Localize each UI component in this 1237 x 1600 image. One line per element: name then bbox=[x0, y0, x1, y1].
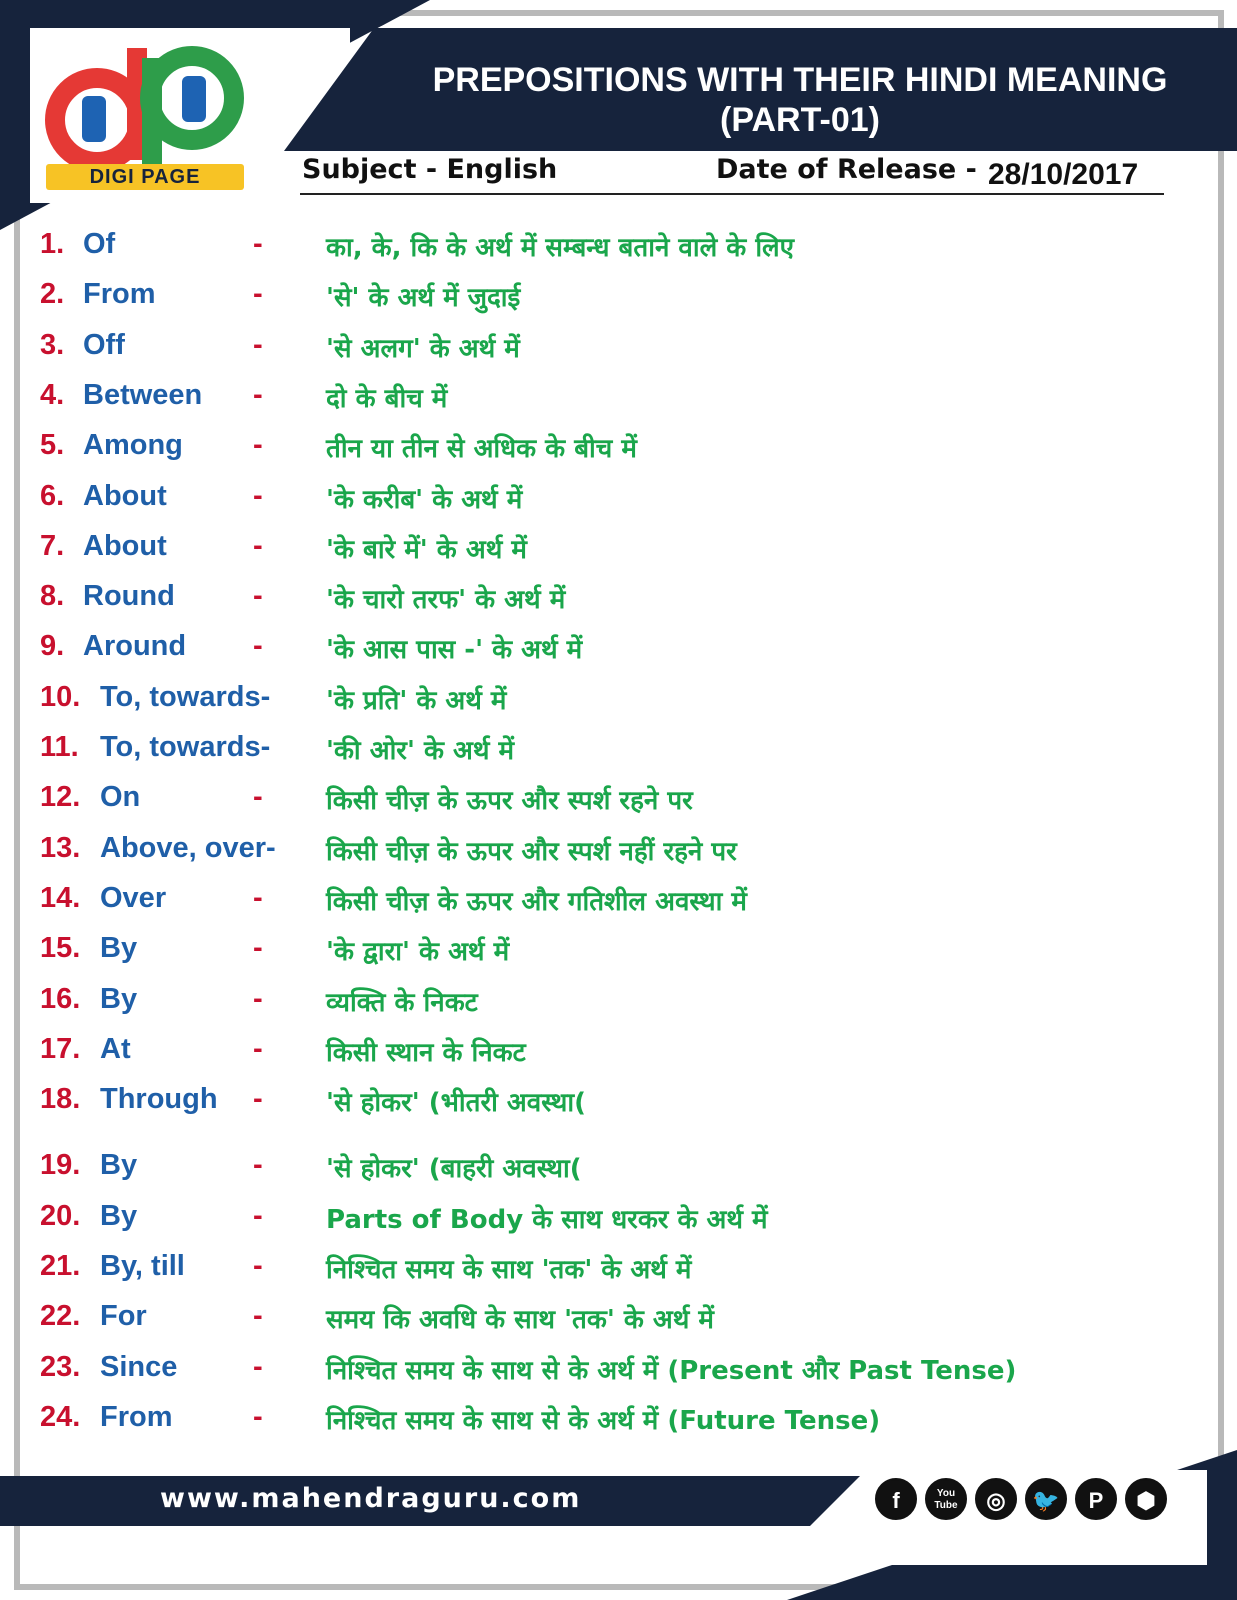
separator-dash: - bbox=[253, 881, 263, 914]
item-number: 9. bbox=[40, 630, 65, 663]
item-number: 10. bbox=[40, 680, 81, 713]
preposition-word: Over bbox=[100, 881, 167, 914]
list-item bbox=[0, 775, 1237, 821]
hindi-meaning: व्यक्ति के निकट bbox=[326, 987, 478, 1018]
list-item bbox=[0, 1395, 1237, 1441]
preposition-word: To, towards- bbox=[100, 731, 271, 763]
list-item bbox=[0, 222, 1237, 268]
preposition-word: On bbox=[100, 781, 141, 814]
list-item bbox=[0, 624, 1237, 670]
list-item bbox=[0, 423, 1237, 469]
hindi-meaning: तीन या तीन से अधिक के बीच में bbox=[326, 434, 637, 465]
item-number: 13. bbox=[40, 831, 81, 864]
preposition-word: From bbox=[100, 1400, 173, 1433]
preposition-word: Of bbox=[83, 228, 116, 260]
list-item bbox=[0, 977, 1237, 1023]
list-item bbox=[0, 1194, 1237, 1240]
hindi-meaning: किसी चीज़ के ऊपर और स्पर्श रहने पर bbox=[326, 786, 693, 817]
list-item bbox=[0, 1077, 1237, 1123]
item-number: 21. bbox=[40, 1250, 81, 1282]
list-item bbox=[0, 675, 1237, 721]
release-date: 28/10/2017 bbox=[988, 158, 1139, 191]
preposition-word: By bbox=[100, 982, 138, 1015]
hindi-meaning: दो के बीच में bbox=[326, 383, 448, 414]
item-number: 22. bbox=[40, 1300, 81, 1333]
item-number: 4. bbox=[40, 378, 65, 411]
item-number: 17. bbox=[40, 1032, 81, 1065]
subject-label: Subject - English bbox=[302, 154, 558, 185]
separator-dash: - bbox=[253, 479, 263, 512]
hindi-meaning: 'के चारो तरफ' के अर्थ में bbox=[326, 585, 566, 616]
item-number: 19. bbox=[40, 1149, 81, 1182]
item-number: 14. bbox=[40, 881, 81, 914]
item-number: 20. bbox=[40, 1199, 81, 1232]
preposition-word: To, towards- bbox=[100, 680, 271, 713]
item-number: 16. bbox=[40, 982, 81, 1015]
separator-dash: - bbox=[253, 630, 263, 663]
hindi-meaning: निश्चित समय के साथ 'तक' के अर्थ में bbox=[326, 1255, 692, 1285]
list-item bbox=[0, 1294, 1237, 1340]
list-item bbox=[0, 1345, 1237, 1391]
item-number: 12. bbox=[40, 781, 81, 814]
page-title bbox=[370, 60, 1230, 140]
item-number: 24. bbox=[40, 1400, 81, 1433]
title-line-2: (PART-01) bbox=[720, 101, 880, 139]
preposition-word: Among bbox=[83, 429, 183, 462]
logo-badge: DIGI PAGE bbox=[46, 164, 244, 190]
separator-dash: - bbox=[253, 328, 263, 361]
pinterest-icon[interactable]: P bbox=[1075, 1478, 1117, 1520]
item-number: 7. bbox=[40, 529, 65, 562]
website-link[interactable]: www.mahendraguru.com bbox=[160, 1483, 582, 1514]
hindi-meaning: 'से होकर' (भीतरी अवस्था( bbox=[326, 1088, 587, 1119]
preposition-word: About bbox=[83, 479, 167, 512]
separator-dash: - bbox=[253, 1149, 263, 1182]
preposition-word: By, till bbox=[100, 1250, 185, 1282]
preposition-word: Around bbox=[83, 630, 187, 663]
item-number: 5. bbox=[40, 429, 65, 462]
separator-dash: - bbox=[253, 529, 263, 562]
separator-dash: - bbox=[253, 932, 263, 965]
hindi-meaning: किसी चीज़ के ऊपर और स्पर्श नहीं रहने पर bbox=[326, 836, 737, 867]
list-item bbox=[0, 272, 1237, 318]
list-item bbox=[0, 323, 1237, 369]
hindi-meaning: 'के द्वारा' के अर्थ में bbox=[326, 937, 510, 968]
hindi-meaning: 'की ओर' के अर्थ में bbox=[326, 736, 515, 766]
item-number: 6. bbox=[40, 479, 65, 512]
preposition-word: Round bbox=[83, 580, 175, 613]
list-item bbox=[0, 1027, 1237, 1073]
android-icon[interactable]: ⬢ bbox=[1125, 1478, 1167, 1520]
item-number: 15. bbox=[40, 932, 81, 965]
hindi-meaning: 'के बारे में' के अर्थ में bbox=[326, 534, 527, 565]
separator-dash: - bbox=[253, 429, 263, 462]
instagram-icon[interactable]: ◎ bbox=[975, 1478, 1017, 1520]
date-label: Date of Release - bbox=[716, 154, 977, 185]
separator-dash: - bbox=[253, 1350, 263, 1383]
list-item bbox=[0, 1244, 1237, 1290]
hindi-meaning: 'के करीब' के अर्थ में bbox=[326, 484, 523, 515]
separator-dash: - bbox=[253, 982, 263, 1015]
preposition-word: Since bbox=[100, 1350, 178, 1383]
separator-dash: - bbox=[253, 278, 263, 311]
preposition-word: Through bbox=[100, 1083, 218, 1116]
hindi-meaning: किसी चीज़ के ऊपर और गतिशील अवस्था में bbox=[326, 886, 747, 917]
item-number: 11. bbox=[40, 731, 79, 763]
list-item bbox=[0, 474, 1237, 520]
preposition-word: About bbox=[83, 529, 167, 562]
item-number: 8. bbox=[40, 580, 65, 613]
separator-dash: - bbox=[253, 228, 263, 260]
preposition-word: From bbox=[83, 278, 156, 311]
item-number: 23. bbox=[40, 1350, 81, 1383]
list-item bbox=[0, 876, 1237, 922]
facebook-icon[interactable]: f bbox=[875, 1478, 917, 1520]
hindi-meaning: किसी स्थान के निकट bbox=[326, 1037, 526, 1068]
separator-dash: - bbox=[253, 1250, 263, 1282]
hindi-meaning: 'के आस पास -' के अर्थ में bbox=[326, 635, 583, 666]
list-item bbox=[0, 725, 1237, 771]
list-item bbox=[0, 373, 1237, 419]
hindi-meaning: का, के, कि के अर्थ में सम्बन्ध बताने वाले के लिए bbox=[326, 233, 795, 263]
preposition-word: Off bbox=[83, 328, 125, 361]
item-number: 1. bbox=[40, 228, 65, 260]
list-item bbox=[0, 524, 1237, 570]
list-item bbox=[0, 574, 1237, 620]
hindi-meaning: 'से अलग' के अर्थ में bbox=[326, 333, 520, 364]
separator-dash: - bbox=[253, 1300, 263, 1333]
hindi-meaning: Parts of Body के साथ धरकर के अर्थ में bbox=[326, 1204, 768, 1235]
preposition-word: Between bbox=[83, 378, 203, 411]
separator-dash: - bbox=[253, 781, 263, 814]
youtube-icon[interactable]: You Tube bbox=[925, 1478, 967, 1520]
separator-dash: - bbox=[253, 378, 263, 411]
hindi-meaning: निश्चित समय के साथ से के अर्थ में (Future Tense) bbox=[326, 1405, 881, 1436]
hindi-meaning: समय कि अवधि के साथ 'तक' के अर्थ में bbox=[326, 1305, 714, 1336]
hindi-meaning: 'से' के अर्थ में जुदाई bbox=[326, 283, 521, 314]
twitter-icon[interactable]: 🐦 bbox=[1025, 1478, 1067, 1520]
hindi-meaning: निश्चित समय के साथ से के अर्थ में (Present और Past Tense) bbox=[326, 1355, 1017, 1386]
preposition-word: By bbox=[100, 1199, 138, 1232]
separator-dash: - bbox=[253, 1400, 263, 1433]
preposition-word: At bbox=[100, 1032, 131, 1065]
list-item bbox=[0, 1143, 1237, 1189]
item-number: 3. bbox=[40, 328, 65, 361]
separator-dash: - bbox=[253, 1083, 263, 1116]
preposition-word: Above, over- bbox=[100, 831, 276, 864]
separator-dash: - bbox=[253, 1032, 263, 1065]
preposition-word: By bbox=[100, 932, 138, 965]
hindi-meaning: 'से होकर' (बाहरी अवस्था( bbox=[326, 1154, 582, 1185]
list-item bbox=[0, 826, 1237, 872]
list-item bbox=[0, 926, 1237, 972]
hindi-meaning: 'के प्रति' के अर्थ में bbox=[326, 685, 507, 716]
separator-dash: - bbox=[253, 580, 263, 613]
header-divider bbox=[300, 193, 1164, 195]
preposition-word: For bbox=[100, 1300, 147, 1333]
item-number: 2. bbox=[40, 278, 65, 311]
preposition-word: By bbox=[100, 1149, 138, 1182]
title-line-1: PREPOSITIONS WITH THEIR HINDI MEANING bbox=[432, 61, 1168, 99]
item-number: 18. bbox=[40, 1083, 81, 1116]
separator-dash: - bbox=[253, 1199, 263, 1232]
